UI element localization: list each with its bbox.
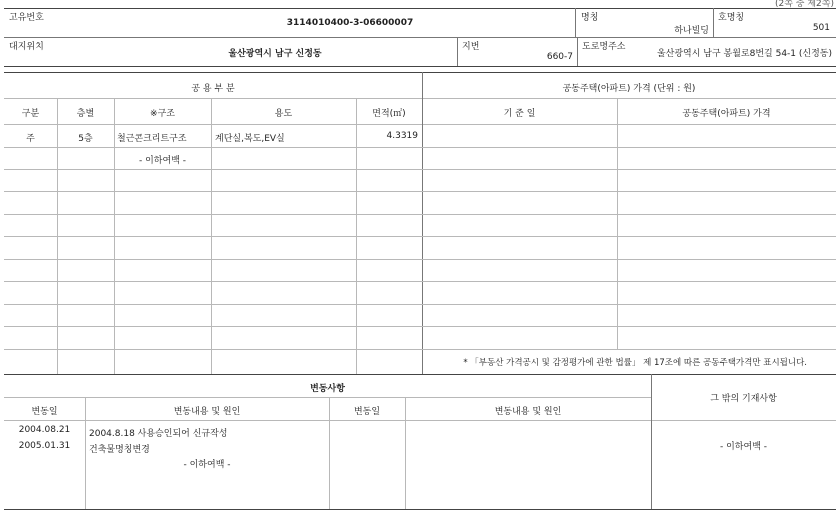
header-col-divider <box>713 8 714 37</box>
row-kind: 주 <box>26 134 35 144</box>
change-detail: 건축물명칭변경 <box>89 445 150 455</box>
apt-price-title: 공동주택(아파트) 가격 (단위 : 원) <box>562 84 696 94</box>
unit-value: 501 <box>812 23 830 33</box>
row-line <box>4 147 836 148</box>
changes-end-marker: - 이하여백 - <box>183 460 231 470</box>
col-divider <box>617 98 618 349</box>
change-date: 2005.01.31 <box>18 441 71 451</box>
changes-col-detail: 변동내용 및 원인 <box>173 407 241 417</box>
site-label: 대지위치 <box>9 42 44 52</box>
header-bottom-border <box>4 66 836 67</box>
row-use: 계단실,복도,EV실 <box>215 134 285 144</box>
common-part-title: 공 용 부 분 <box>191 84 235 94</box>
changes-col-date: 변동일 <box>31 407 58 417</box>
col-header-price: 공동주택(아파트) 가격 <box>682 109 771 119</box>
row-line <box>4 214 836 215</box>
unique-no-label: 고유번호 <box>9 13 44 23</box>
col-header-structure: ※구조 <box>150 109 175 119</box>
lot-label: 지번 <box>462 42 480 52</box>
row-structure: 철근콘크리트구조 <box>117 134 187 144</box>
header-col-divider <box>457 37 458 66</box>
header-col-divider <box>577 37 578 66</box>
other-end-marker: - 이하여백 - <box>720 442 767 452</box>
row-line <box>4 304 836 305</box>
col-header-area: 면적(㎡) <box>372 109 406 119</box>
changes-bottom-border <box>4 509 836 510</box>
header-col-divider <box>575 8 576 37</box>
row-line <box>4 259 836 260</box>
common-end-marker: - 이하여백 - <box>139 156 186 166</box>
name-label: 명칭 <box>581 13 599 23</box>
changes-header-divider <box>4 420 836 421</box>
table-top-border <box>4 72 836 73</box>
unique-no-value: 3114010400-3-06600007 <box>286 18 414 28</box>
row-line <box>4 169 836 170</box>
road-value: 울산광역시 남구 봉월로8번길 54-1 (신정동) <box>656 49 832 59</box>
row-line <box>4 349 836 350</box>
name-value: 하나빌딩 <box>674 26 709 36</box>
changes-title-divider <box>4 397 652 398</box>
unit-label: 호명칭 <box>718 13 745 23</box>
row-floor: 5층 <box>78 134 93 144</box>
table-header-divider <box>4 124 836 125</box>
col-header-use: 용도 <box>274 109 293 119</box>
row-line <box>4 326 836 327</box>
change-detail: 2004.8.18 사용승인되어 신규작성 <box>89 429 228 439</box>
changes-col-date2: 변동일 <box>353 407 381 417</box>
road-label: 도로명주소 <box>582 42 626 52</box>
change-date: 2004.08.21 <box>18 425 71 435</box>
changes-col-detail2: 변동내용 및 원인 <box>494 407 562 417</box>
row-line <box>4 236 836 237</box>
table-bottom-border <box>4 374 836 375</box>
header-top-border <box>4 8 836 9</box>
col-header-kind: 구분 <box>21 109 40 119</box>
apt-price-footnote: * 「부동산 가격공시 및 감정평가에 관한 법률」 제 17조에 따른 공동주택가격만 표시됩니다. <box>463 358 807 368</box>
page-indicator: (2쪽 중 제2쪽) <box>775 0 834 9</box>
lot-value: 660-7 <box>546 52 573 62</box>
col-header-floor: 층별 <box>76 109 95 119</box>
table-section-divider <box>4 98 836 99</box>
col-header-date: 기 준 일 <box>503 109 536 119</box>
site-value: 울산광역시 남구 신정동 <box>228 49 322 59</box>
row-line <box>4 281 836 282</box>
changes-title: 변동사항 <box>310 384 345 394</box>
header-mid-divider <box>4 37 836 38</box>
row-area: 4.3319 <box>386 131 418 141</box>
other-title: 그 밖의 기재사항 <box>710 394 777 404</box>
row-line <box>4 191 836 192</box>
